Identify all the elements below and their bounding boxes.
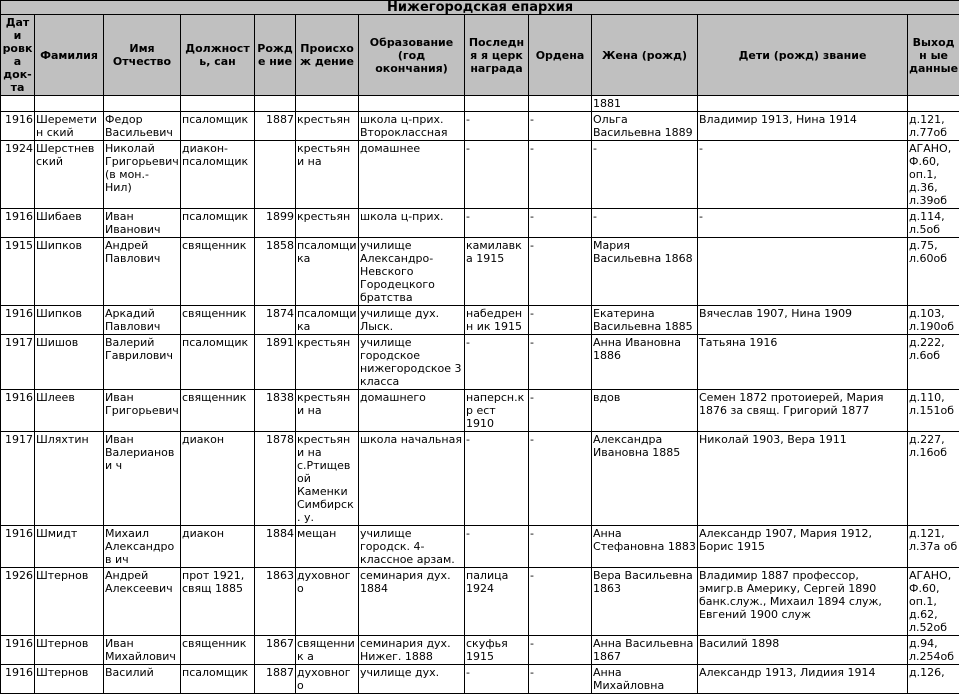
birth-cell bbox=[255, 141, 296, 209]
award-cell: - bbox=[465, 432, 529, 526]
source-cell: д.75, л.60об bbox=[908, 238, 959, 306]
column-header: Последня я церк награда bbox=[465, 15, 529, 96]
birth-cell: 1874 bbox=[255, 306, 296, 335]
award-cell: - bbox=[465, 112, 529, 141]
source-cell: д.121, л.37а об bbox=[908, 526, 959, 568]
origin-cell: крестьяни на с.Ртищевой Каменки Симбирск. у. bbox=[296, 432, 359, 526]
surname-cell: Шмидт bbox=[35, 526, 104, 568]
name-cell: Иван Иванович bbox=[104, 209, 181, 238]
orders-cell: - bbox=[529, 568, 592, 636]
education-cell: школа ц-прих. bbox=[359, 209, 465, 238]
children-cell: Василий 1898 bbox=[698, 636, 908, 665]
orders-cell bbox=[529, 96, 592, 112]
wife-cell: Александра Ивановна 1885 bbox=[592, 432, 698, 526]
position-cell: псаломщик bbox=[181, 209, 255, 238]
origin-cell: крестьян bbox=[296, 112, 359, 141]
education-cell: семинария дух. Нижег. 1888 bbox=[359, 636, 465, 665]
table-row bbox=[1, 112, 959, 141]
children-cell: Владимир 1887 профессор, эмигр.в Америку, Сергей 1890 банк.служ., Михаил 1894 служ, Евгений 1900 служ bbox=[698, 568, 908, 636]
source-cell: д.110, л.151об bbox=[908, 390, 959, 432]
award-cell: - bbox=[465, 665, 529, 694]
education-cell: училище дух. bbox=[359, 665, 465, 694]
birth-cell: 1867 bbox=[255, 636, 296, 665]
education-cell: школа ц-прих. Второклассная bbox=[359, 112, 465, 141]
education-cell: семинария дух. 1884 bbox=[359, 568, 465, 636]
source-cell: д.94, л.254об bbox=[908, 636, 959, 665]
orders-cell: - bbox=[529, 526, 592, 568]
children-cell: Вячеслав 1907, Нина 1909 bbox=[698, 306, 908, 335]
origin-cell: духовного bbox=[296, 665, 359, 694]
surname-cell bbox=[35, 96, 104, 112]
award-cell: - bbox=[465, 209, 529, 238]
position-cell: псаломщик bbox=[181, 335, 255, 390]
position-cell: диакон bbox=[181, 526, 255, 568]
table-row bbox=[1, 238, 959, 306]
date-cell: 1916 bbox=[1, 390, 35, 432]
surname-cell: Шереметин ский bbox=[35, 112, 104, 141]
origin-cell: крестьяни на bbox=[296, 141, 359, 209]
source-cell: д.121, л.77об bbox=[908, 112, 959, 141]
origin-cell: духовного bbox=[296, 568, 359, 636]
name-cell: Аркадий Павлович bbox=[104, 306, 181, 335]
name-cell: Федор Васильевич bbox=[104, 112, 181, 141]
name-cell bbox=[104, 96, 181, 112]
wife-cell: Анна Михайловна bbox=[592, 665, 698, 694]
birth-cell: 1838 bbox=[255, 390, 296, 432]
wife-cell: - bbox=[592, 141, 698, 209]
surname-cell: Шляхтин bbox=[35, 432, 104, 526]
wife-cell: Мария Васильевна 1868 bbox=[592, 238, 698, 306]
origin-cell: псаломщи ка bbox=[296, 306, 359, 335]
name-cell: Николай Григорьевич (в мон.- Нил) bbox=[104, 141, 181, 209]
name-cell: Василий bbox=[104, 665, 181, 694]
origin-cell bbox=[296, 96, 359, 112]
source-cell: АГАНО, Ф.60, оп.1, д.62, л.52об bbox=[908, 568, 959, 636]
surname-cell: Шерстнев ский bbox=[35, 141, 104, 209]
children-cell bbox=[698, 96, 908, 112]
source-cell: АГАНО, Ф.60, оп.1, д.36, л.39об bbox=[908, 141, 959, 209]
column-header: Рожде ние bbox=[255, 15, 296, 96]
orders-cell: - bbox=[529, 238, 592, 306]
orders-cell: - bbox=[529, 141, 592, 209]
column-header: Должность, сан bbox=[181, 15, 255, 96]
source-cell: д.114, л.5об bbox=[908, 209, 959, 238]
date-cell: 1916 bbox=[1, 665, 35, 694]
table-row bbox=[1, 665, 959, 694]
column-header: Жена (рожд) bbox=[592, 15, 698, 96]
surname-cell: Шишов bbox=[35, 335, 104, 390]
origin-cell: крестьян bbox=[296, 335, 359, 390]
orders-cell: - bbox=[529, 209, 592, 238]
education-cell: училище городск. 4-класcное арзам. bbox=[359, 526, 465, 568]
table-row bbox=[1, 526, 959, 568]
award-cell: - bbox=[465, 141, 529, 209]
name-cell: Иван Григорьевич bbox=[104, 390, 181, 432]
date-cell bbox=[1, 96, 35, 112]
position-cell: диакон bbox=[181, 432, 255, 526]
date-cell: 1916 bbox=[1, 112, 35, 141]
surname-cell: Штернов bbox=[35, 568, 104, 636]
position-cell: священник bbox=[181, 636, 255, 665]
wife-cell: Анна Стефановна 1883 bbox=[592, 526, 698, 568]
birth-cell: 1863 bbox=[255, 568, 296, 636]
award-cell: камилавка 1915 bbox=[465, 238, 529, 306]
name-cell: Иван Михайлович bbox=[104, 636, 181, 665]
table-row bbox=[1, 432, 959, 526]
orders-cell: - bbox=[529, 112, 592, 141]
table-row bbox=[1, 568, 959, 636]
column-header: Дати ровк а док-та bbox=[1, 15, 35, 96]
surname-cell: Штернов bbox=[35, 636, 104, 665]
birth-cell: 1878 bbox=[255, 432, 296, 526]
wife-cell: 1881 bbox=[592, 96, 698, 112]
children-cell: - bbox=[698, 141, 908, 209]
education-cell: училище дух. Лыск. bbox=[359, 306, 465, 335]
wife-cell: Анна Ивановна 1886 bbox=[592, 335, 698, 390]
source-cell: д.227, л.16об bbox=[908, 432, 959, 526]
education-cell: школа начальная bbox=[359, 432, 465, 526]
position-cell: псаломщик bbox=[181, 112, 255, 141]
position-cell: священник bbox=[181, 238, 255, 306]
orders-cell: - bbox=[529, 636, 592, 665]
wife-cell: Ольга Васильевна 1889 bbox=[592, 112, 698, 141]
date-cell: 1916 bbox=[1, 209, 35, 238]
wife-cell: Вера Васильевна 1863 bbox=[592, 568, 698, 636]
wife-cell: Екатерина Васильевна 1885 bbox=[592, 306, 698, 335]
date-cell: 1924 bbox=[1, 141, 35, 209]
source-cell: д.126, bbox=[908, 665, 959, 694]
wife-cell: вдов bbox=[592, 390, 698, 432]
name-cell: Андрей Павлович bbox=[104, 238, 181, 306]
column-header: Образование (год окончания) bbox=[359, 15, 465, 96]
date-cell: 1916 bbox=[1, 526, 35, 568]
column-header: Фамилия bbox=[35, 15, 104, 96]
table-row bbox=[1, 306, 959, 335]
education-cell: домашнее bbox=[359, 141, 465, 209]
table-row bbox=[1, 636, 959, 665]
children-cell: - bbox=[698, 209, 908, 238]
education-cell: училище городское нижегородское 3 класса bbox=[359, 335, 465, 390]
orders-cell: - bbox=[529, 306, 592, 335]
column-header: Выходн ые данные bbox=[908, 15, 959, 96]
award-cell: скуфья 1915 bbox=[465, 636, 529, 665]
children-cell: Владимир 1913, Нина 1914 bbox=[698, 112, 908, 141]
date-cell: 1916 bbox=[1, 306, 35, 335]
children-cell: Семен 1872 протоиерей, Мария 1876 за свящ. Григорий 1877 bbox=[698, 390, 908, 432]
position-cell: прот 1921, свящ 1885 bbox=[181, 568, 255, 636]
award-cell: палица 1924 bbox=[465, 568, 529, 636]
column-header: Дети (рожд) звание bbox=[698, 15, 908, 96]
award-cell: набедренн ик 1915 bbox=[465, 306, 529, 335]
date-cell: 1915 bbox=[1, 238, 35, 306]
wife-cell: Анна Васильевна 1867 bbox=[592, 636, 698, 665]
education-cell: училище Александро- Невского Городецкого братства bbox=[359, 238, 465, 306]
name-cell: Иван Валерианови ч bbox=[104, 432, 181, 526]
date-cell: 1916 bbox=[1, 636, 35, 665]
origin-cell: священник а bbox=[296, 636, 359, 665]
date-cell: 1917 bbox=[1, 335, 35, 390]
table-row bbox=[1, 141, 959, 209]
surname-cell: Шлеев bbox=[35, 390, 104, 432]
source-cell: д.222, л.6об bbox=[908, 335, 959, 390]
date-cell: 1917 bbox=[1, 432, 35, 526]
position-cell: священник bbox=[181, 306, 255, 335]
position-cell bbox=[181, 96, 255, 112]
birth-cell: 1858 bbox=[255, 238, 296, 306]
date-cell: 1926 bbox=[1, 568, 35, 636]
orders-cell: - bbox=[529, 390, 592, 432]
table-title: Нижегородская епархия bbox=[1, 1, 959, 15]
table-row bbox=[1, 390, 959, 432]
source-cell bbox=[908, 96, 959, 112]
orders-cell: - bbox=[529, 335, 592, 390]
header-row bbox=[1, 15, 959, 96]
table-row bbox=[1, 209, 959, 238]
education-cell: домашнего bbox=[359, 390, 465, 432]
table-row bbox=[1, 96, 959, 112]
name-cell: Валерий Гаврилович bbox=[104, 335, 181, 390]
children-cell bbox=[698, 238, 908, 306]
birth-cell: 1899 bbox=[255, 209, 296, 238]
children-cell: Татьяна 1916 bbox=[698, 335, 908, 390]
birth-cell bbox=[255, 96, 296, 112]
position-cell: священник bbox=[181, 390, 255, 432]
birth-cell: 1887 bbox=[255, 112, 296, 141]
award-cell bbox=[465, 96, 529, 112]
award-cell: наперсн.кр ест 1910 bbox=[465, 390, 529, 432]
children-cell: Александр 1913, Лидиия 1914 bbox=[698, 665, 908, 694]
birth-cell: 1887 bbox=[255, 665, 296, 694]
source-cell: д.103, л.190об bbox=[908, 306, 959, 335]
wife-cell: - bbox=[592, 209, 698, 238]
column-header: Происхож дение bbox=[296, 15, 359, 96]
origin-cell: крестьяни на bbox=[296, 390, 359, 432]
birth-cell: 1884 bbox=[255, 526, 296, 568]
surname-cell: Шипков bbox=[35, 306, 104, 335]
surname-cell: Шипков bbox=[35, 238, 104, 306]
birth-cell: 1891 bbox=[255, 335, 296, 390]
name-cell: Михаил Александров ич bbox=[104, 526, 181, 568]
orders-cell: - bbox=[529, 665, 592, 694]
children-cell: Александр 1907, Мария 1912, Борис 1915 bbox=[698, 526, 908, 568]
children-cell: Николай 1903, Вера 1911 bbox=[698, 432, 908, 526]
origin-cell: мещан bbox=[296, 526, 359, 568]
position-cell: диакон- псаломщик bbox=[181, 141, 255, 209]
table-row bbox=[1, 335, 959, 390]
origin-cell: псаломщи ка bbox=[296, 238, 359, 306]
name-cell: Андрей Алексеевич bbox=[104, 568, 181, 636]
surname-cell: Штернов bbox=[35, 665, 104, 694]
position-cell: псаломщик bbox=[181, 665, 255, 694]
column-header: Имя Отчество bbox=[104, 15, 181, 96]
education-cell bbox=[359, 96, 465, 112]
award-cell: - bbox=[465, 526, 529, 568]
table-body bbox=[1, 96, 959, 694]
origin-cell: крестьян bbox=[296, 209, 359, 238]
orders-cell: - bbox=[529, 432, 592, 526]
surname-cell: Шибаев bbox=[35, 209, 104, 238]
award-cell: - bbox=[465, 335, 529, 390]
column-header: Ордена bbox=[529, 15, 592, 96]
